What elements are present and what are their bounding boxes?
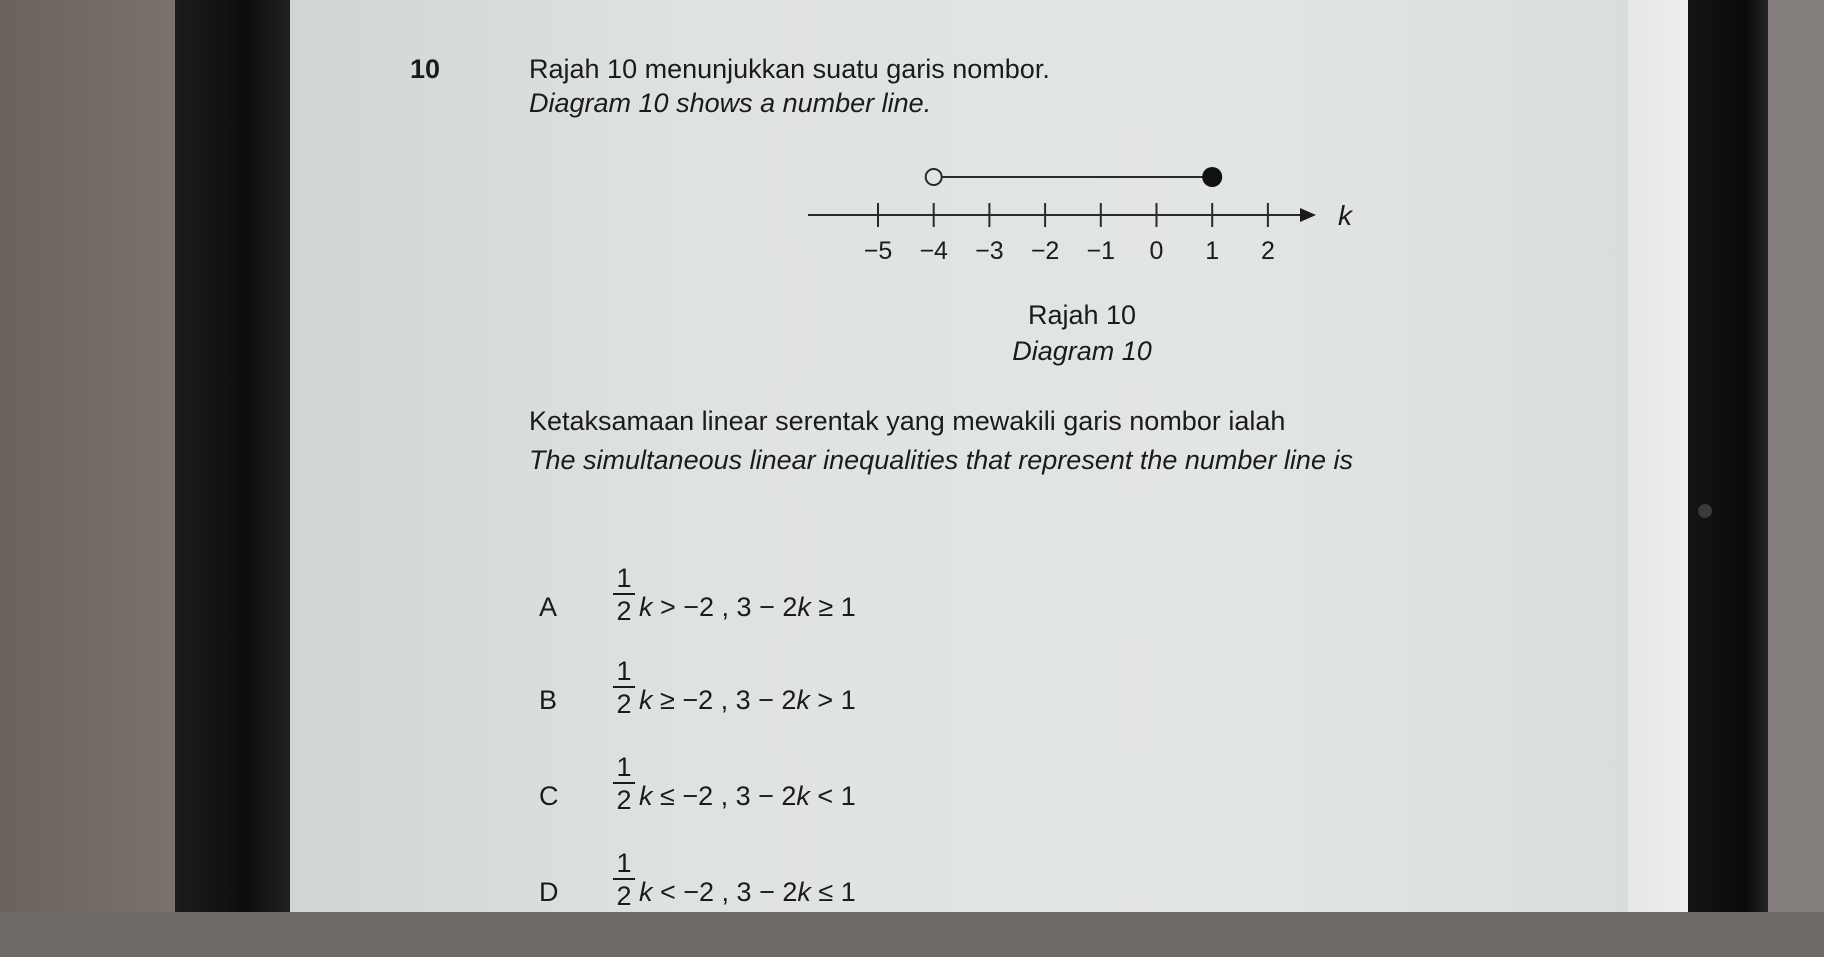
- caption-en: Diagram 10: [1012, 336, 1152, 366]
- expression-part: ≥ −2 , 3 − 2: [652, 685, 797, 715]
- option-expression: [639, 685, 856, 716]
- expression-part: < −2 , 3 − 2: [652, 877, 798, 907]
- option-letter: B: [539, 685, 558, 715]
- option-letter: D: [539, 877, 559, 907]
- variable: k: [797, 592, 811, 622]
- device-bezel-right: [1688, 0, 1770, 912]
- variable: k: [639, 877, 653, 907]
- option-letter: C: [539, 781, 559, 811]
- background-right: [1768, 0, 1824, 912]
- expression-part: ≤ −2 , 3 − 2: [652, 781, 797, 811]
- variable: k: [796, 685, 810, 715]
- expression-part: > −2 , 3 − 2: [652, 592, 798, 622]
- page-edge: [1628, 0, 1690, 912]
- fraction-bar: [613, 782, 635, 784]
- fraction-numerator: 1: [616, 848, 632, 878]
- fraction-denominator: 2: [616, 596, 632, 626]
- expression-part: ≤ 1: [810, 877, 856, 907]
- device-bezel-left: [175, 0, 293, 912]
- tick-label: −2: [1030, 237, 1060, 265]
- fraction-one-half: [613, 657, 635, 718]
- tick-label: 2: [1260, 237, 1275, 265]
- expression-part: > 1: [809, 685, 856, 715]
- axis-arrow-icon: [1300, 208, 1316, 222]
- fraction-one-half: [613, 564, 635, 625]
- tick-label: −3: [975, 237, 1004, 265]
- question-text-en: Diagram 10 shows a number line.: [529, 88, 932, 118]
- open-endpoint-icon: [926, 169, 942, 185]
- prompt-en: The simultaneous linear inequalities that represent the number line is: [529, 445, 1353, 475]
- fraction-denominator: 2: [616, 881, 632, 911]
- background-left: [0, 0, 180, 912]
- camera-dot-icon: [1698, 504, 1712, 518]
- tick-label: 0: [1149, 237, 1164, 265]
- option-letter: A: [539, 592, 558, 622]
- expression-part: < 1: [809, 781, 856, 811]
- tick-label: 1: [1205, 237, 1220, 265]
- fraction-numerator: 1: [616, 752, 632, 782]
- variable: k: [797, 877, 811, 907]
- fraction-denominator: 2: [616, 689, 632, 719]
- option-expression: [639, 781, 856, 812]
- question-text-ms: Rajah 10 menunjukkan suatu garis nombor.: [529, 54, 1050, 84]
- tick-label: −4: [919, 237, 948, 265]
- fraction-bar: [613, 686, 635, 688]
- fraction-denominator: 2: [616, 785, 632, 815]
- fraction-bar: [613, 878, 635, 880]
- number-line-diagram: [780, 150, 1380, 270]
- expression-part: ≥ 1: [810, 592, 856, 622]
- tick-label: −5: [863, 237, 893, 265]
- option-expression: [639, 877, 856, 908]
- fraction-one-half: [613, 849, 635, 910]
- variable: k: [639, 781, 653, 811]
- closed-endpoint-icon: [1202, 167, 1222, 187]
- variable: k: [639, 592, 653, 622]
- tick-label: −1: [1086, 237, 1116, 265]
- axis-variable-label: k: [1338, 200, 1352, 231]
- fraction-numerator: 1: [616, 563, 632, 593]
- fraction-bar: [613, 593, 635, 595]
- variable: k: [639, 685, 653, 715]
- prompt-ms: Ketaksamaan linear serentak yang mewakili garis nombor ialah: [529, 406, 1286, 436]
- fraction-one-half: [613, 753, 635, 814]
- option-expression: [639, 592, 856, 623]
- caption-ms: Rajah 10: [1027, 300, 1137, 330]
- question-number: 10: [410, 54, 441, 84]
- option-d[interactable]: [539, 848, 1039, 957]
- fraction-numerator: 1: [616, 656, 632, 686]
- variable: k: [796, 781, 810, 811]
